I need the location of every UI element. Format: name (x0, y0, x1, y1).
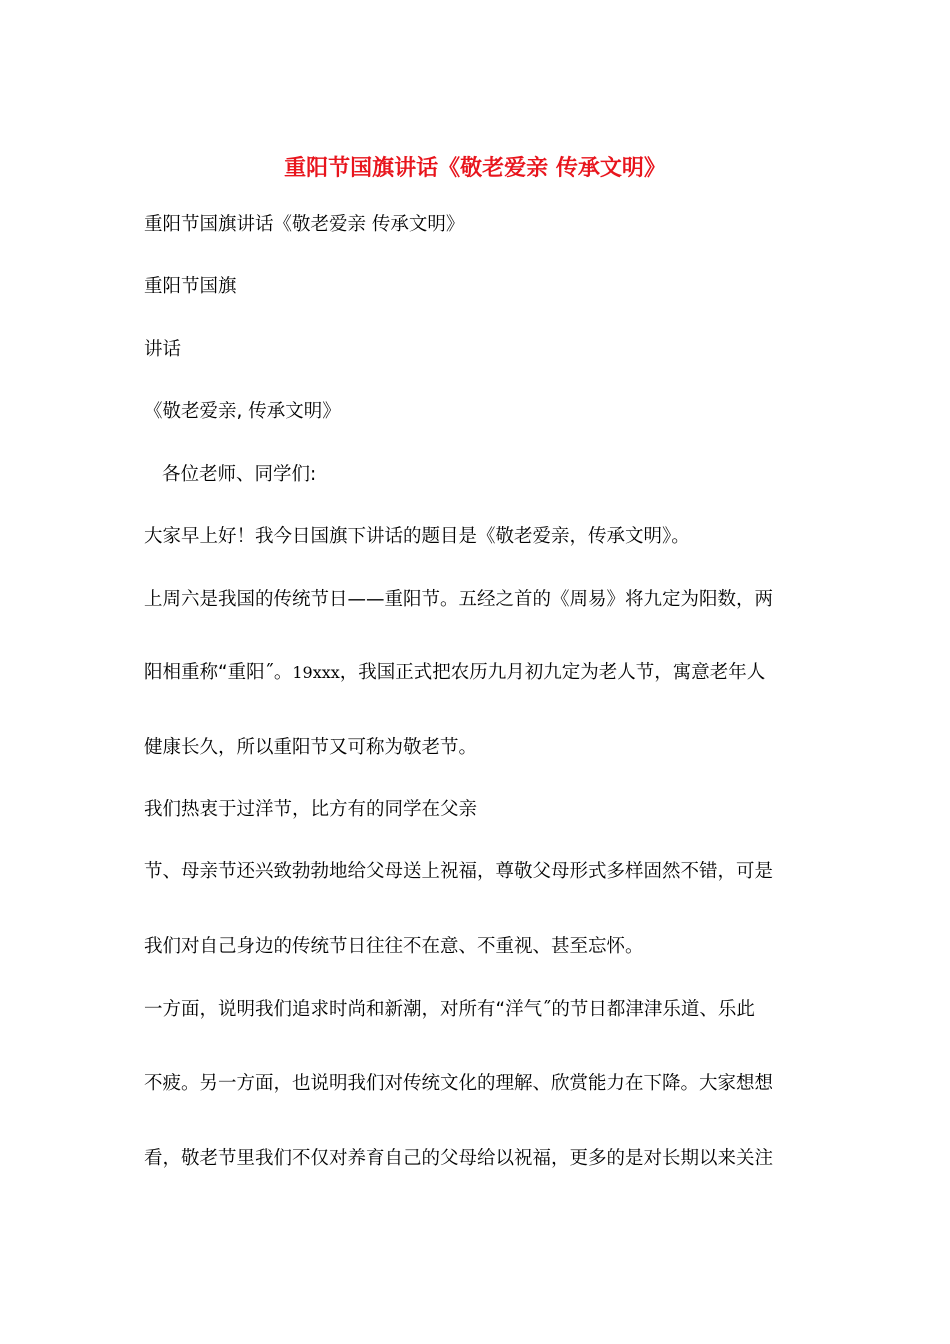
paragraph-greeting: 大家早上好！我今日国旗下讲话的题目是《敬老爱亲，传承文明》。 (144, 526, 690, 547)
paragraph-body-line: 不疲。另一方面，也说明我们对传统文化的理解、欣赏能力在下降。大家想想 (144, 1073, 774, 1094)
paragraph-body-line: 我们对自己身边的传统节日往往不在意、不重视、甚至忘怀。 (144, 936, 644, 957)
text-span: ，我国正式把农历九月初九定为老人节，寓意老年人 (339, 662, 766, 683)
paragraph-body-line: 健康长久，所以重阳节又可称为敬老节。 (144, 737, 478, 758)
year-text: 19xxx (292, 663, 340, 682)
paragraph-heading-part-2: 讲话 (144, 339, 182, 360)
paragraph-heading-part-3: 《敬老爱亲, 传承文明》 (144, 401, 341, 422)
paragraph-body-line (144, 659, 765, 687)
paragraph-body-line: 节、母亲节还兴致勃勃地给父母送上祝福，尊敬父母形式多样固然不错，可是 (144, 861, 774, 882)
paragraph-body-line: 看，敬老节里我们不仅对养育自己的父母给以祝福，更多的是对长期以来关注 (144, 1148, 774, 1169)
paragraph-body-line: 上周六是我国的传统节日——重阳节。五经之首的《周易》将九定为阳数，两 (144, 589, 774, 610)
text-span: 阳相重称“重阳˝。 (144, 662, 293, 683)
paragraph-body-line: 一方面，说明我们追求时尚和新潮，对所有“洋气˝的节日都津津乐道、乐此 (144, 999, 755, 1020)
paragraph-heading-repeat: 重阳节国旗讲话《敬老爱亲 传承文明》 (144, 214, 465, 235)
paragraph-body-line: 我们热衷于过洋节，比方有的同学在父亲 (144, 799, 478, 820)
document-title: 重阳节国旗讲话《敬老爱亲 传承文明》 (284, 155, 666, 181)
paragraph-salutation: 各位老师、同学们: (162, 464, 317, 485)
paragraph-heading-part-1: 重阳节国旗 (144, 276, 237, 297)
